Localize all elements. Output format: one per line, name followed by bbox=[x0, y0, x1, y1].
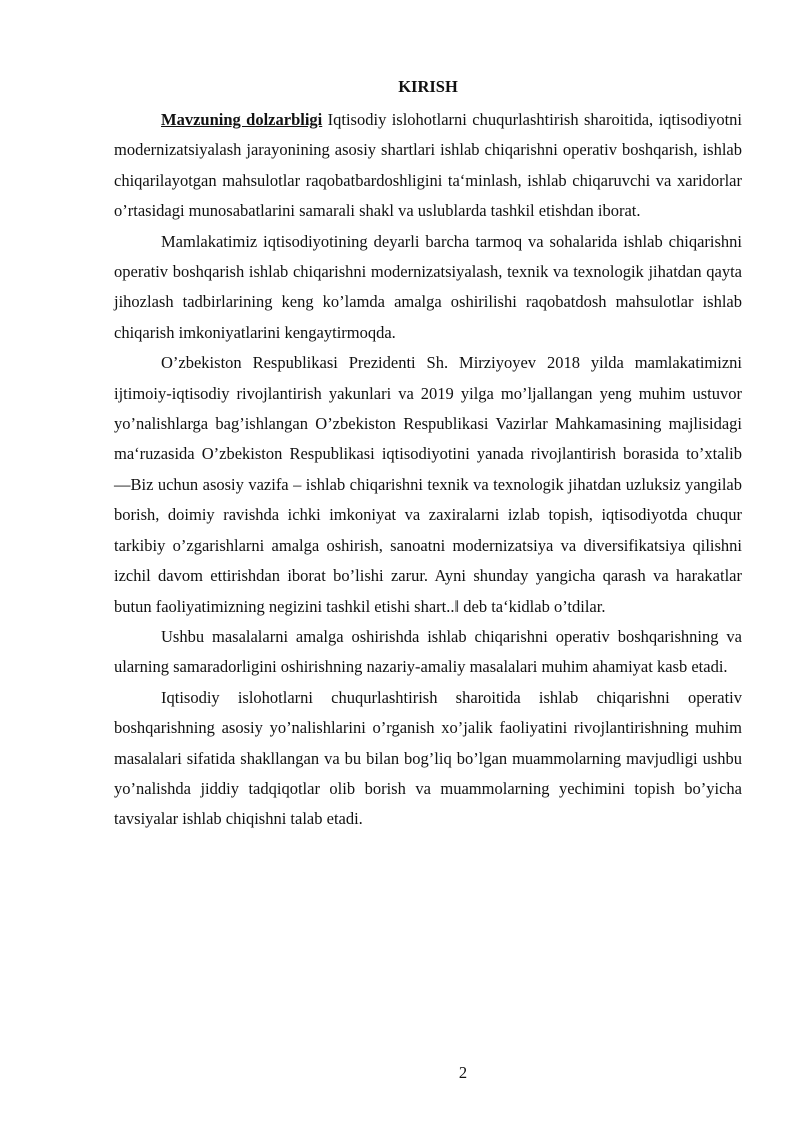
paragraph-text: Iqtisodiy islohotlarni chuqurlashtirish sharoitida, iqtisodiyotni modernizatsiyalash jarayonining asosiy shartlari ishlab chiqarishni operativ boshqarish, ishlab chiqarilayotgan mahsulotlar raqobatbardoshligini ta‘minlash, ishlab chiqaruvchi va xaridorlar o’rtasidagi munosabatlarini samarali shakl va uslublarda tashkil etishdan iborat. bbox=[114, 110, 742, 221]
paragraph-industry: Mamlakatimiz iqtisodiyotining deyarli barcha tarmoq va sohalarida ishlab chiqarishni operativ boshqarish ishlab chiqarishni modernizatsiyalash, texnik va texnologik jihatdan qayta jihozlash tadbirlarining keng ko’lamda amalga oshirilishi raqobatdosh mahsulotlar ishlab chiqarish imkoniyatlarini kengaytirmoqda. bbox=[114, 231, 742, 342]
page-number-text: 2 bbox=[458, 1063, 468, 1082]
paragraph-president-quote: O’zbekiston Respublikasi Prezidenti Sh. Mirziyoyev 2018 yilda mamlakatimizni ijtimoiy-iqtisodiy rivojlantirish yakunlari va 2019 yilga mo’ljallangan yeng muhim ustuvor yo’nalishlarga bag’ishlangan O’zbekiston Respublikasi Vazirlar Mahkamasining majlisidagi ma‘ruzasida O’zbekiston Respublikasi iqtisodiyotini yanada rivojlantirish borasida to’xtalib ―Biz uchun asosiy vazifa – ishlab chiqarishni texnik va texnologik jihatdan uzluksiz yangilab borish, doimiy ravishda ichki imkoniyat va zaxiralarni izlab topish, iqtisodiyotda chuqur tarkibiy o’zgarishlarni amalga oshirish, sanoatni modernizatsiya va diversifikatsiya qilishni izchil davom ettirishdan iborat bo’lishi zarur. Ayni shunday yangicha qarash va harakatlar butun faoliyatimizning negizini tashkil etishi shart..‖ deb ta‘kidlab o’tdilar. bbox=[114, 353, 742, 616]
paragraph-lead-term: Mavzuning dolzarbligi bbox=[161, 110, 323, 129]
page-number bbox=[0, 1063, 800, 1083]
section-heading: KIRISH bbox=[398, 77, 458, 96]
paragraph-issues: Ushbu masalalarni amalga oshirishda ishlab chiqarishni operativ boshqarishning va ularning samaradorligini oshirishning nazariy-amaliy masalalari muhim ahamiyat kasb etadi. bbox=[114, 626, 742, 677]
document-page bbox=[114, 72, 742, 835]
paragraph-research-need: Iqtisodiy islohotlarni chuqurlashtirish sharoitida ishlab chiqarishni operativ boshqarishning asosiy yo’nalishlarini o’rganish xo’jalik faoliyatini rivojlantirishning muhim masalalari sifatida shakllangan va bu bilan bog’liq bo’lgan muammolarning mavjudligi ushbu yo’nalishda jiddiy tadqiqotlar olib borish va muammolarning yechimini topish bo’yicha tavsiyalar ishlab chiqishni talab etadi. bbox=[114, 687, 742, 829]
paragraph-relevance bbox=[114, 105, 742, 227]
